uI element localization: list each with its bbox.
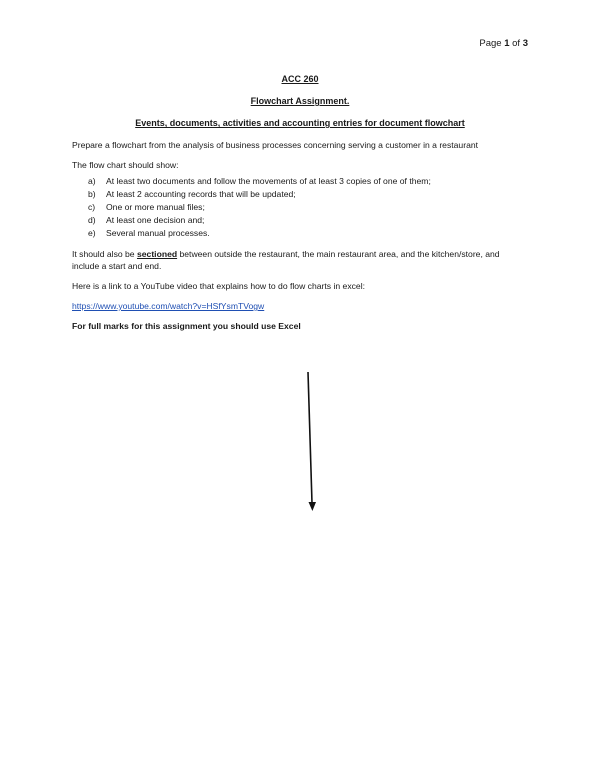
- course-title: ACC 260: [281, 74, 319, 84]
- list-marker: a): [88, 176, 96, 186]
- list-item-text: One or more manual files;: [106, 202, 205, 212]
- list-marker: e): [88, 228, 96, 238]
- intro-paragraph: Prepare a flowchart from the analysis of business processes concerning serving a customer in a restaurant: [72, 140, 479, 150]
- sectioned-word: sectioned: [136, 249, 178, 259]
- youtube-link[interactable]: https://www.youtube.com/watch?v=HSfYsmTVogw: [72, 301, 265, 311]
- arrow-shaft: [308, 372, 312, 503]
- excel-note: For full marks for this assignment you should use Excel: [72, 321, 301, 331]
- list-item-text: At least 2 accounting records that will be updated;: [106, 189, 296, 199]
- section-pre-text: It should also be: [72, 249, 137, 259]
- page-number-total: 3: [522, 38, 528, 49]
- assignment-subtitle: Events, documents, activities and accounting entries for document flowchart: [135, 118, 465, 128]
- page-number-middle: of: [509, 38, 523, 49]
- assignment-title: Flowchart Assignment.: [250, 96, 350, 106]
- arrow-head: [309, 502, 317, 511]
- video-intro-paragraph: Here is a link to a YouTube video that explains how to do flow charts in excel:: [72, 281, 365, 291]
- page-number-current: 1: [504, 38, 510, 49]
- show-lead: The flow chart should show:: [72, 160, 179, 170]
- list-marker: d): [88, 215, 96, 225]
- section-post-text: between outside the restaurant, the main restaurant area, and the kitchen/store, and include a start and end.: [72, 249, 500, 271]
- list-item-text: At least one decision and;: [106, 215, 205, 225]
- list-item-text: At least two documents and follow the movements of at least 3 copies of one of them;: [106, 176, 431, 186]
- list-marker: b): [88, 189, 96, 199]
- list-item-text: Several manual processes.: [106, 228, 210, 238]
- list-marker: c): [88, 202, 96, 212]
- page-number-prefix: Page: [479, 38, 505, 49]
